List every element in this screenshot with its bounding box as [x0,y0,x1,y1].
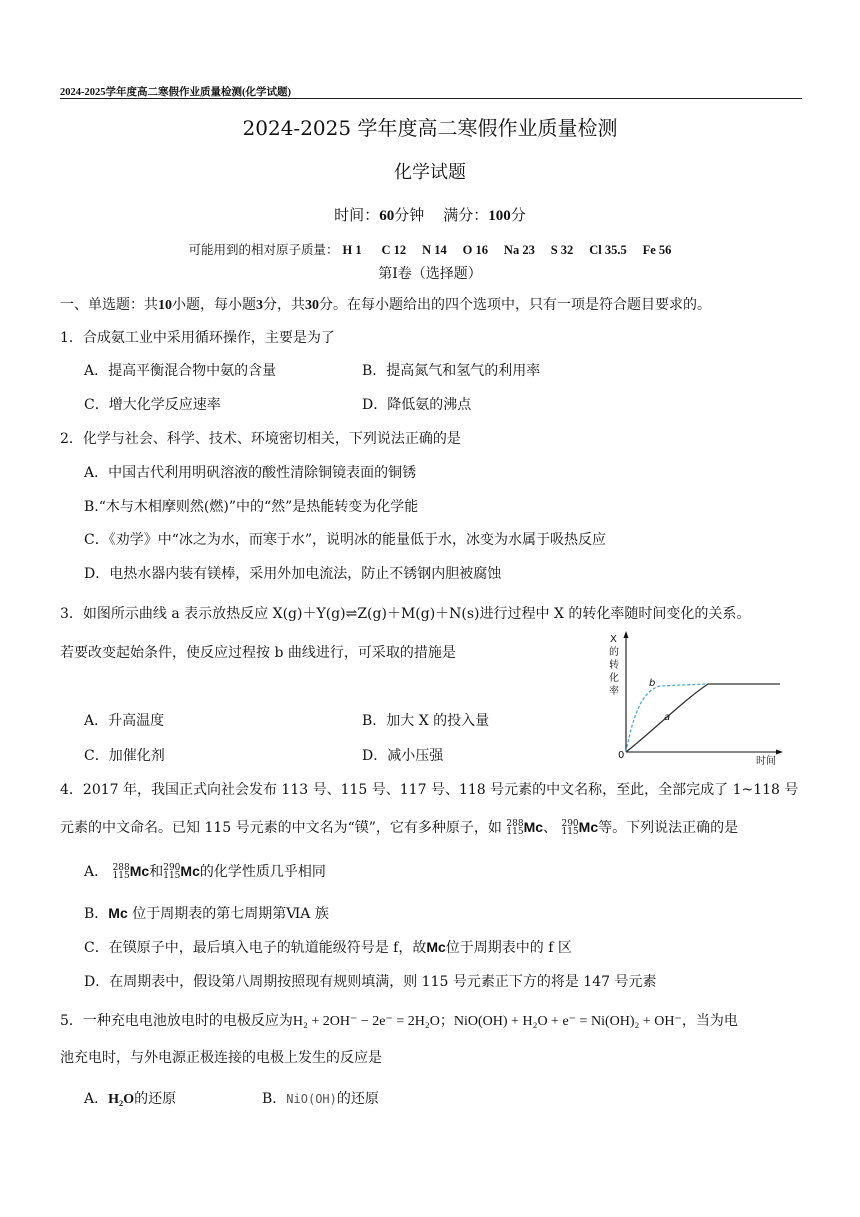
option-text: 位于周期表的第七周期第ⅥA 族 [132,906,329,922]
score-label: 满分： [443,206,489,224]
option-text: 的还原 [336,1091,379,1107]
running-header: 2024-2025学年度高二寒假作业质量检测(化学试题) [60,87,291,98]
x-axis-label: 时间 [756,756,776,767]
q3-option-a: A．升高温度 [84,713,165,729]
q3-option-b: B．加大 X 的投入量 [362,713,490,729]
element-symbol: Mc [108,905,128,921]
atomic-number: 115 [561,827,579,837]
option-text: 的化学性质几乎相同 [199,864,326,880]
page-title: 2024-2025 学年度高二寒假作业质量检测 [242,116,618,140]
section-text: 一、单选题：共 [60,297,158,313]
atomic-masses [0,240,860,258]
atomic-mass-item: C 12 [381,243,407,257]
q3-option-c: C．加催化剂 [84,748,165,764]
curve-b-label: b [649,678,656,689]
atomic-number: 115 [163,871,181,881]
volume-title: 第Ⅰ卷（选择题） [378,266,482,282]
section-text: 小题，每小题 [172,297,256,313]
q5-stem-text: 5．一种充电电池放电时的电极反应为 [60,1013,293,1029]
q5-stem-line2: 池充电时，与外电源正极连接的电极上发生的反应是 [60,1050,382,1066]
separator: ； [439,1013,454,1029]
option-text: 位于周期表中的 f 区 [445,940,572,956]
q4-stem-line2 [60,817,738,837]
q1-stem: 1．合成氨工业中采用循环操作，主要是为了 [60,330,335,346]
y-axis-label-char: 化 [609,673,619,684]
conversion-time-graph [604,630,784,767]
mass-number: 290 [561,819,579,829]
atomic-mass-item: O 16 [462,243,489,257]
y-axis-label-char: X [610,634,617,645]
score-value: 100 [488,208,511,224]
element-symbol: Mc [523,819,544,835]
equilibrium-arrow-icon: ⇌ [345,606,358,622]
curve-a-label: a [664,712,671,723]
q3-stem-line2: 若要改变起始条件，使反应过程按 b 曲线进行，可采取的措施是 [60,645,456,661]
q4-option-b [84,903,329,923]
element-symbol: Mc [129,863,150,879]
q4-option-c [84,937,572,957]
section-text: 分，共 [263,297,305,313]
atomic-number: 115 [506,827,524,837]
q1-option-c: C．增大化学反应速率 [84,397,221,413]
mass-number: 288 [112,863,130,873]
q5-stem-line1 [60,1010,738,1030]
y-axis-label-char: 的 [609,647,619,658]
section-text: 分。在每小题给出的四个选项中，只有一项是符合题目要求的。 [319,297,711,313]
q4-stem-text: 等。下列说法正确的是 [598,820,739,836]
q5-option-b [262,1088,379,1108]
q1-option-d: D．降低氨的沸点 [362,397,472,413]
time-unit: 分钟 [394,206,425,224]
atomic-masses-label: 可能用到的相对原子质量： [188,242,339,257]
q2-option-a: A．中国古代利用明矾溶液的酸性清除铜镜表面的铜锈 [84,465,417,481]
x-axis-arrow-icon [776,750,783,755]
y-axis-label-char: 转 [609,660,619,671]
atomic-number: 115 [112,871,130,881]
atomic-mass-item: Na 23 [503,243,535,257]
equation-1: H₂ + 2OH⁻ − 2e⁻ = 2H₂O [292,1014,440,1029]
atomic-mass-item: N 14 [422,243,447,257]
atomic-mass-item: H 1 [342,243,362,257]
option-prefix: B． [262,1091,287,1107]
section-count: 10 [158,298,172,313]
q1-option-b: B．提高氮气和氢气的利用率 [362,363,541,379]
option-prefix: A． [84,864,109,880]
isotope-label [561,820,578,836]
y-axis-arrow-icon [624,631,629,638]
section-instructions [60,294,711,314]
formula: H₂O [108,1092,135,1107]
isotope-label [506,820,523,836]
atomic-mass-item: Fe 56 [642,243,672,257]
q1-option-a: A．提高平衡混合物中氨的含量 [84,363,277,379]
mass-number: 288 [506,819,524,829]
y-axis-label-char: 率 [609,686,619,697]
section-each: 3 [256,298,263,313]
atomic-mass-item: S 32 [550,243,574,257]
option-prefix: A． [84,1091,109,1107]
q4-option-a [84,861,326,881]
separator: 、 [543,820,558,836]
equation-2: NiO(OH) + H₂O + e⁻ = Ni(OH)₂ + OH⁻ [453,1014,682,1029]
time-value: 60 [379,208,395,224]
score-unit: 分 [510,206,526,224]
element-symbol: Mc [578,819,599,835]
origin-label: 0 [618,750,625,761]
option-prefix: B． [84,906,109,922]
header-rule [60,98,802,99]
q3-stem-text: Z(g)＋M(g)＋N(s)进行过程中 X 的转化率随时间变化的关系。 [357,606,751,622]
curve-a-line [626,684,780,752]
q5-option-a [84,1088,176,1108]
q2-option-d: D．电热水器内装有镁棒，采用外加电流法，防止不锈钢内胆被腐蚀 [84,566,502,582]
formula: NiO(OH) [286,1092,337,1106]
element-symbol: Mc [180,863,200,879]
q4-stem-line1: 4．2017 年，我国正式向社会发布 113 号、115 号、117 号、118 号元素的中文名称，至此，全部完成了 1~118 号 [60,782,799,798]
isotope-label [163,864,180,880]
q2-stem: 2．化学与社会、科学、技术、环境密切相关，下列说法正确的是 [60,431,461,447]
exam-meta [0,204,860,225]
element-symbol: Mc [426,939,446,955]
q2-option-b: B.“木与木相摩则然(燃)”中的“然”是热能转变为化学能 [84,499,419,515]
q3-option-d: D．减小压强 [362,748,444,764]
mass-number: 290 [163,863,181,873]
q5-stem-text: ，当为电 [681,1013,738,1029]
time-label: 时间： [334,206,380,224]
option-text: 和 [149,864,164,880]
atomic-mass-item: Cl 35.5 [589,243,627,257]
section-total: 30 [305,298,319,313]
option-text: C．在镆原子中，最后填入电子的轨道能级符号是 f，故 [84,940,427,956]
q3-stem-text: 3．如图所示曲线 a 表示放热反应 X(g)＋Y(g) [60,606,346,622]
option-text: 的还原 [134,1091,177,1107]
q4-stem-text: 元素的中文命名。已知 115 号元素的中文名为“镆”，它有多种原子，如 [60,820,502,836]
q3-stem [60,603,750,623]
page-subtitle: 化学试题 [394,162,466,183]
q4-option-d: D．在周期表中，假设第八周期按照现有规则填满，则 115 号元素正下方的将是 147 号元素 [84,974,657,990]
q2-option-c: C．《劝学》中“冰之为水，而寒于水”，说明冰的能量低于水，冰变为水属于吸热反应 [84,532,607,548]
isotope-label [113,864,130,880]
